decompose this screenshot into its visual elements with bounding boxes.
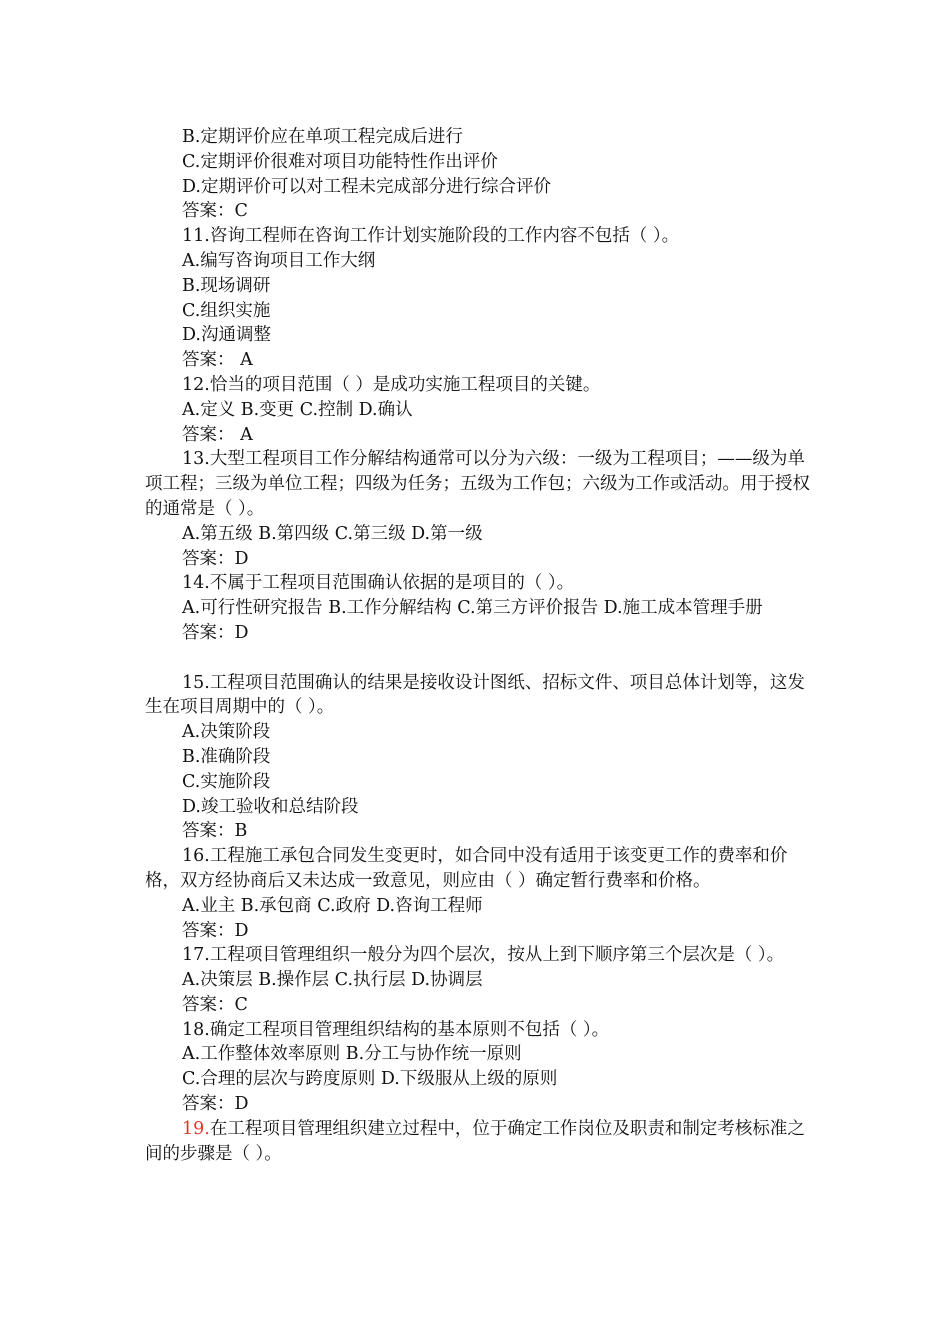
answer: 答案：D bbox=[182, 548, 249, 569]
answer: 答案：D bbox=[182, 622, 249, 643]
option-b: B.定期评价应在单项工程完成后进行 bbox=[182, 127, 463, 147]
blank-line bbox=[145, 646, 810, 671]
page-content bbox=[145, 125, 810, 1166]
question-15: 15.工程项目范围确认的结果是接收设计图纸、招标文件、项目总体计划等，这发生在项目周期中的（ ）。 bbox=[145, 672, 805, 718]
option-d: D.沟通调整 bbox=[182, 325, 271, 346]
question-12: 12.恰当的项目范围（ ）是成功实施工程项目的关键。 bbox=[182, 374, 601, 395]
options: A.业主 B.承包商 C.政府 D.咨询工程师 bbox=[182, 895, 483, 916]
options-cd: C.合理的层次与跨度原则 D.下级服从上级的原则 bbox=[182, 1069, 558, 1090]
options: A.决策层 B.操作层 C.执行层 D.协调层 bbox=[182, 970, 483, 991]
options: A.可行性研究报告 B.工作分解结构 C.第三方评价报告 D.施工成本管理手册 bbox=[182, 598, 763, 619]
question-13: 13.大型工程项目工作分解结构通常可以分为六级：一级为工程项目；——级为单项工程；三级为单位工程；四级为任务；五级为工作包；六级为工作或活动。用于授权的通常是（ ）。 bbox=[145, 449, 810, 519]
answer: 答案：C bbox=[182, 201, 248, 222]
option-b: B.现场调研 bbox=[182, 275, 271, 296]
question-19-text: 在工程项目管理组织建立过程中，位于确定工作岗位及职责和制定考核标准之间的步骤是（ ）。 bbox=[145, 1118, 805, 1164]
question-19 bbox=[145, 1117, 810, 1167]
option-b: B.准确阶段 bbox=[182, 746, 271, 767]
answer: 答案： A bbox=[182, 424, 253, 445]
answer: 答案：D bbox=[182, 1094, 249, 1115]
question-14: 14.不属于工程项目范围确认依据的是项目的（ ）。 bbox=[182, 573, 575, 594]
option-d: D.竣工验收和总结阶段 bbox=[182, 796, 359, 817]
answer: 答案：C bbox=[182, 994, 248, 1015]
option-a: A.决策阶段 bbox=[182, 722, 271, 743]
answer: 答案：B bbox=[182, 821, 248, 842]
question-17: 17.工程项目管理组织一般分为四个层次，按从上到下顺序第三个层次是（ ）。 bbox=[182, 945, 785, 966]
option-a: A.编写咨询项目工作大纲 bbox=[182, 250, 376, 271]
question-16: 16.工程施工承包合同发生变更时，如合同中没有适用于该变更工作的费率和价格，双方经协商后又未达成一致意见，则应由（ ）确定暂行费率和价格。 bbox=[145, 846, 788, 891]
option-d: D.定期评价可以对工程未完成部分进行综合评价 bbox=[182, 176, 551, 197]
answer: 答案：D bbox=[182, 920, 249, 941]
options: A.第五级 B.第四级 C.第三级 D.第一级 bbox=[182, 523, 483, 544]
option-c: C.组织实施 bbox=[182, 300, 271, 321]
options: A.定义 B.变更 C.控制 D.确认 bbox=[182, 399, 413, 420]
question-18: 18.确定工程项目管理组织结构的基本原则不包括（ ）。 bbox=[182, 1019, 610, 1040]
option-c: C.定期评价很难对项目功能特性作出评价 bbox=[182, 151, 498, 172]
options-ab: A.工作整体效率原则 B.分工与协作统一原则 bbox=[182, 1044, 522, 1065]
option-c: C.实施阶段 bbox=[182, 771, 271, 792]
question-19-number: 19. bbox=[182, 1118, 210, 1139]
question-11: 11.咨询工程师在咨询工作计划实施阶段的工作内容不包括（ ）。 bbox=[182, 226, 680, 247]
answer: 答案： A bbox=[182, 350, 253, 371]
